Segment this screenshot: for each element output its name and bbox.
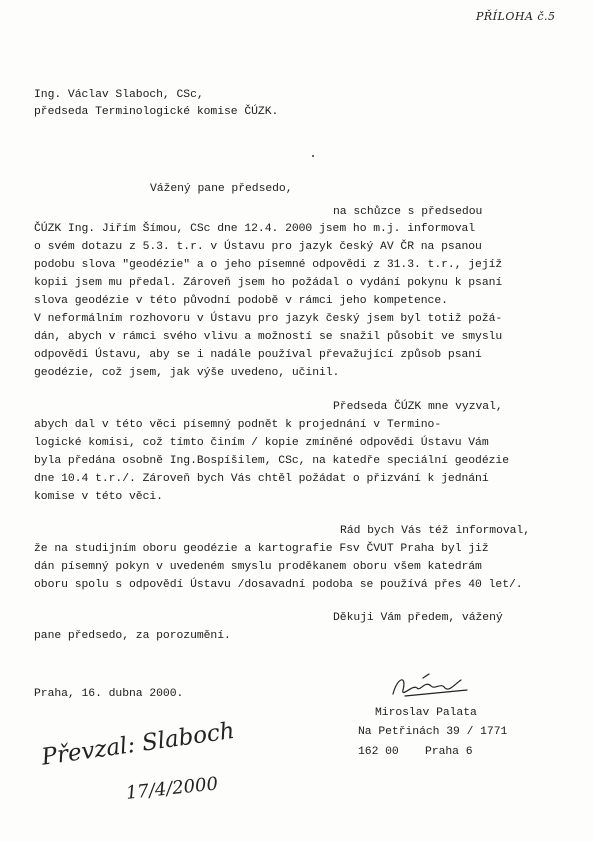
attachment-note: PŘÍLOHA č.5 [476,10,556,23]
p1-line-4: podobu slova "geodézie" a o jeho písemné odpovědi z 31.3. t.r., jejíž [34,259,503,271]
fold-mark [312,155,314,157]
received-date: 17/4/2000 [125,773,219,804]
p1-line-2: ČÚZK Ing. Jiřím Šímou, CSc dne 12.4. 2000 jsem ho m.j. informoval [34,223,476,235]
sender-city: Praha 6 [425,746,473,758]
p3-line-1: Předseda ČÚZK mne vyzval, [333,401,503,413]
p4-line-1: Rád bych Vás též informoval, [340,525,530,537]
p3-line-2: abych dal v této věci písemný podnět k projednání v Termino- [34,419,442,431]
p3-line-3: logické komisi, což tímto činím / kopie zmíněné odpovědi Ústavu Vám [34,437,489,449]
p5-line-2: pane předsedo, za porozumění. [34,630,231,642]
p4-line-4: oboru spolu s odpovědí Ústavu /dosavadní podoba se používá přes 40 let/. [34,579,523,591]
p2-line-3: odpovědi Ústavu, aby se i nadále používal převažující způsob psaní [34,349,482,361]
addressee-line-2: předseda Terminologické komise ČÚZK. [34,106,279,118]
signature-mark [385,670,475,702]
received-note: Převzal: Slaboch [40,717,237,771]
p5-line-1: Děkuji Vám předem, vážený [333,612,503,624]
date-place: Praha, 16. dubna 2000. [34,688,184,700]
p1-line-1: na schůzce s předsedou [333,206,483,218]
sender-name: Miroslav Palata [375,707,477,719]
p2-line-1: V neformálním rozhovoru v Ústavu pro jazyk český jsem byl totiž požá- [34,313,503,325]
p3-line-5: dne 10.4 t.r./. Zároveň bych Vás chtěl požádat o přizvání k jednání [34,473,489,485]
p4-line-2: že na studijním oboru geodézie a kartografie Fsv ČVUT Praha byl již [34,543,489,555]
addressee-line-1: Ing. Václav Slaboch, CSc, [34,89,204,101]
p1-line-6: slova geodézie v této původní podobě v rámci jeho kompetence. [34,295,448,307]
p4-line-3: dán písemný pokyn v uvedeném smyslu proděkanem oboru všem katedrám [34,561,482,573]
p1-line-3: o svém dotazu z 5.3. t.r. v Ústavu pro jazyk český AV ČR na psanou [34,241,482,253]
p2-line-2: dán, abych v rámci svého vlivu a možností se snažil působit ve smyslu [34,331,503,343]
sender-postcode: 162 00 [358,746,399,758]
p1-line-5: kopii jsem mu předal. Zároveň jsem ho požádal o vydání pokynu k psaní [34,277,503,289]
sender-street: Na Petřinách 39 / 1771 [358,726,508,738]
p3-line-4: byla předána osobně Ing.Bospíšilem, CSc, na katedře speciální geodézie [34,455,509,467]
salutation: Vážený pane předsedo, [150,183,293,195]
p2-line-4: geodézie, což jsem, jak výše uvedeno, učinil. [34,367,340,379]
p3-line-6: komise v této věci. [34,491,163,503]
